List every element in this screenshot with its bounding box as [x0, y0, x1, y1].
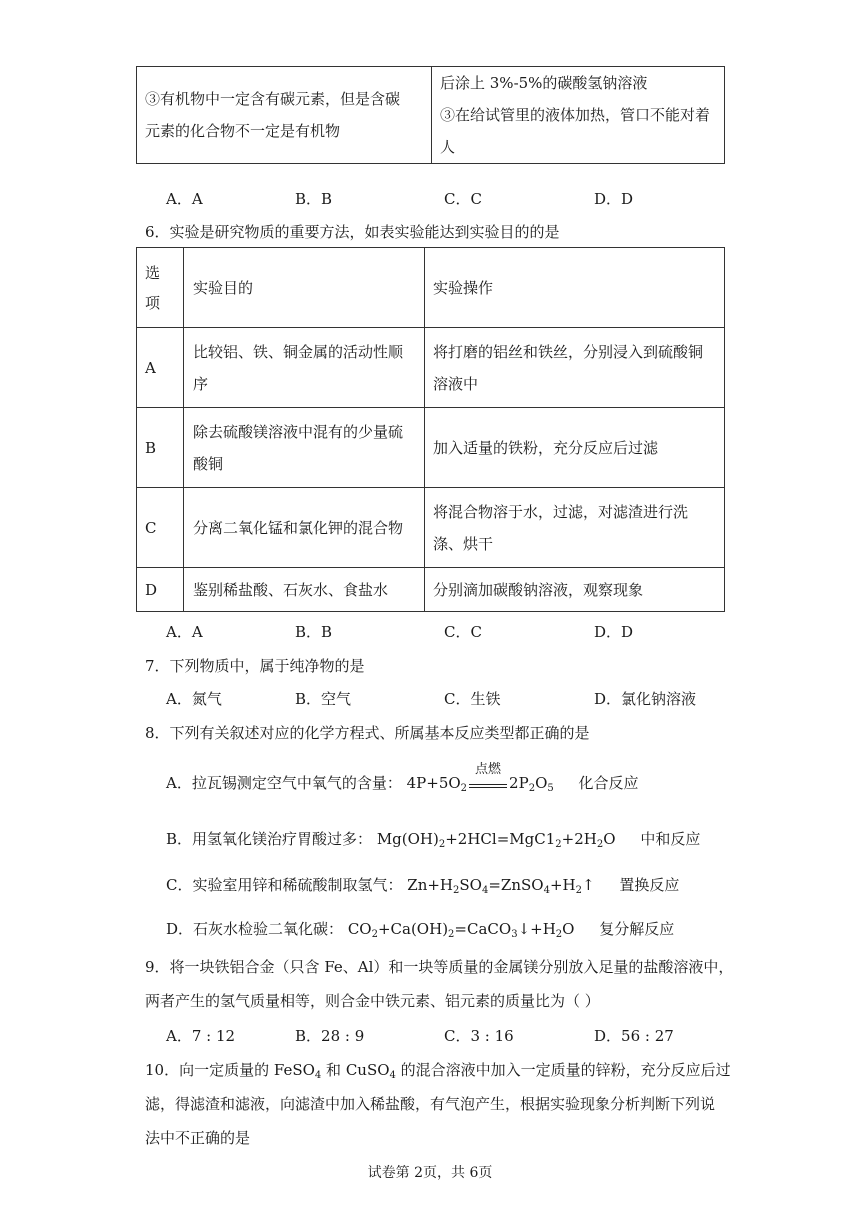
- q10-line2: 滤，得滤渣和滤液，向滤渣中加入稀盐酸，有气泡产生，根据实验现象分析判断下列说: [145, 1095, 716, 1113]
- q6-row-b-option: B: [137, 408, 184, 488]
- q6-row-c-option: C: [137, 488, 184, 568]
- q7-stem: 7．下列物质中，属于纯净物的是: [145, 657, 365, 675]
- q6-row-a-purpose: 比较铝、铁、铜金属的活动性顺序: [184, 328, 425, 408]
- q8-option-c-equation: $Zn+H_2SO_4=ZnSO_4+H_2↑$: [407, 876, 595, 896]
- q8-option-b-prefix: B．用氢氧化镁治疗胃酸过多：: [166, 830, 373, 848]
- q7-option-c: C．生铁: [444, 690, 501, 708]
- q9-option-a: A．7 : 12: [166, 1027, 236, 1045]
- q8-option-a-condition: 点燃: [475, 762, 502, 777]
- q8-option-b-equation: $Mg(OH)_2+2HCl=MgC1_2+2H_2O$: [376, 830, 616, 850]
- q5-left-cell: [137, 67, 432, 164]
- q6-row-a-operation: 将打磨的铝丝和铁丝，分别浸入到硫酸铜溶液中: [425, 328, 725, 408]
- q6-option-b: B．B: [295, 623, 333, 641]
- q8-option-d: [166, 918, 674, 939]
- q7-option-d: D．氯化钠溶液: [594, 690, 697, 708]
- q8-option-a-equation: $4P+5O_2$ 点燃 $2P_2O_5$: [407, 774, 554, 792]
- q6-header-option: 选项: [137, 248, 184, 328]
- q6-row-a-option: A: [137, 328, 184, 408]
- q9-line2: 两者产生的氢气质量相等，则合金中铁元素、铝元素的质量比为（ ）: [145, 992, 600, 1010]
- q6-row-b-operation: 加入适量的铁粉，充分反应后过滤: [425, 408, 725, 488]
- q6-row-c-purpose: 分离二氧化锰和氯化钾的混合物: [184, 488, 425, 568]
- q10-line1: 10．向一定质量的 FeSO$_4$ 和 CuSO$_4$ 的混合溶液中加入一定质量的锌粉，充分反应后过: [145, 1061, 731, 1081]
- q5-right-cell: [432, 67, 725, 164]
- q5-option-a: A．A: [166, 190, 203, 208]
- page-footer: 试卷第 2页，共 6页: [367, 1165, 493, 1181]
- q9-option-c: C．3 : 16: [444, 1027, 514, 1045]
- q8-option-c: [166, 874, 679, 895]
- q8-option-b-type: 中和反应: [640, 830, 701, 848]
- q5-table: [136, 66, 725, 164]
- q6-option-d: D．D: [594, 623, 634, 641]
- table-row: [137, 328, 725, 408]
- q8-option-b: [166, 828, 700, 849]
- q8-option-a-prefix: A．拉瓦锡测定空气中氧气的含量：: [166, 774, 402, 792]
- q9-line1: 9．将一块铁铝合金（只含 Fe、Al）和一块等质量的金属镁分别放入足量的盐酸溶液中，: [145, 958, 734, 976]
- q5-left-line1: ③有机物中一定含有碳元素，但是含碳: [145, 90, 401, 108]
- q5-option-b: B．B: [295, 190, 333, 208]
- q9-option-d: D．56 : 27: [594, 1027, 674, 1045]
- q5-option-d: D．D: [594, 190, 634, 208]
- q8-option-d-equation: $CO_2+Ca(OH)_2=CaCO_3↓+H_2O$: [347, 920, 575, 940]
- q8-stem: 8．下列有关叙述对应的化学方程式、所属基本反应类型都正确的是: [145, 724, 590, 742]
- q6-stem: 6．实验是研究物质的重要方法，如表实验能达到实验目的的是: [145, 223, 560, 241]
- q6-row-d-operation: 分别滴加碳酸钠溶液，观察现象: [425, 568, 725, 612]
- q6-row-c-operation: 将混合物溶于水，过滤，对滤渣进行洗涤、烘干: [425, 488, 725, 568]
- q8-option-d-type: 复分解反应: [599, 920, 675, 938]
- reaction-condition: [469, 762, 507, 788]
- q8-option-c-type: 置换反应: [619, 876, 680, 894]
- q8-option-a-type: 化合反应: [578, 774, 639, 792]
- q6-option-c: C．C: [444, 623, 482, 641]
- q5-right-line2: ③在给试管里的液体加热，管口不能对着人: [440, 106, 711, 156]
- q6-header-purpose: 实验目的: [184, 248, 425, 328]
- table-row: [137, 488, 725, 568]
- q6-row-d-option: D: [137, 568, 184, 612]
- q5-right-line1: 后涂上 3%-5%的碳酸氢钠溶液: [440, 74, 648, 92]
- q6-option-a: A．A: [166, 623, 203, 641]
- q8-option-d-prefix: D．石灰水检验二氧化碳：: [166, 920, 344, 938]
- q7-option-b: B．空气: [295, 690, 352, 708]
- table-row: [137, 568, 725, 612]
- q7-option-a: A．氮气: [166, 690, 222, 708]
- q6-header-operation: 实验操作: [425, 248, 725, 328]
- q6-row-b-purpose: 除去硫酸镁溶液中混有的少量硫酸铜: [184, 408, 425, 488]
- table-row: [137, 408, 725, 488]
- q9-option-b: B．28 : 9: [295, 1027, 365, 1045]
- q10-line3: 法中不正确的是: [145, 1129, 251, 1147]
- q8-option-c-prefix: C．实验室用锌和稀硫酸制取氢气：: [166, 876, 403, 894]
- q5-left-line2: 元素的化合物不一定是有机物: [145, 122, 341, 140]
- q8-option-a: [166, 762, 639, 794]
- q6-row-d-purpose: 鉴别稀盐酸、石灰水、食盐水: [184, 568, 425, 612]
- q5-option-c: C．C: [444, 190, 482, 208]
- q6-table: [136, 247, 725, 612]
